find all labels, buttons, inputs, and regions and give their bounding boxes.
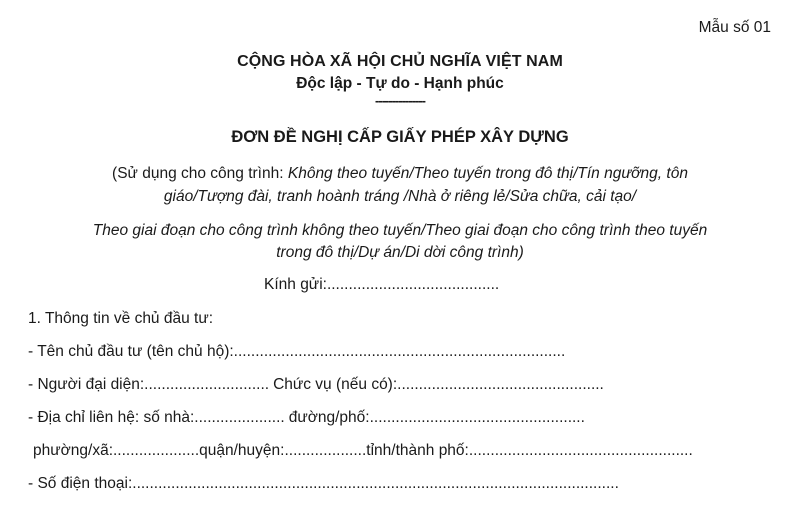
province-field[interactable]: tỉnh/thành phố:....................................................: [366, 442, 693, 459]
address-row: [28, 409, 585, 427]
usage-line-2-text: giáo/Tượng đài, tranh hoành tráng /Nhà ở riêng lẻ/Sửa chữa, cải tạo/: [163, 188, 637, 205]
national-motto: Độc lập - Tự do - Hạnh phúc: [296, 75, 504, 92]
national-title: CỘNG HÒA XÃ HỘI CHỦ NGHĨA VIỆT NAM: [237, 53, 563, 70]
district-field[interactable]: quận/huyện:...................: [199, 442, 367, 459]
position-field[interactable]: Chức vụ (nếu có):................................................: [273, 376, 604, 393]
representative-row: [28, 376, 604, 394]
usage-line-2: [0, 186, 800, 208]
street-field[interactable]: đường/phố:..................................................: [288, 409, 585, 426]
form-number: Mẫu số 01: [698, 19, 771, 36]
header-divider: ---------------: [375, 93, 425, 108]
usage-line-1-text: Không theo tuyến/Theo tuyến trong đô thị/Tín ngưỡng, tôn: [287, 165, 688, 182]
usage-line-4: [0, 242, 800, 264]
document-title: ĐƠN ĐỀ NGHỊ CẤP GIẤY PHÉP XÂY DỰNG: [231, 128, 569, 146]
usage-line-1: [0, 163, 800, 185]
locality-row: [33, 442, 693, 460]
phone-field[interactable]: - Số điện thoại:.................................................................................................................: [28, 475, 619, 492]
usage-line-4-text: trong đô thị/Dự án/Di dời công trình): [276, 244, 524, 261]
section-owner-info: 1. Thông tin về chủ đầu tư:: [28, 310, 214, 327]
house-number-field[interactable]: - Địa chỉ liên hệ: số nhà:.....................: [28, 409, 285, 426]
owner-name-field[interactable]: - Tên chủ đầu tư (tên chủ hộ):.............................................................................: [28, 343, 566, 360]
usage-line-3-text: Theo giai đoạn cho công trình không theo tuyến/Theo giai đoạn cho công trình theo tuyến: [92, 222, 708, 239]
representative-field[interactable]: - Người đại diện:.............................: [28, 376, 270, 393]
usage-prefix: (Sử dụng cho công trình:: [112, 165, 288, 182]
ward-field[interactable]: phường/xã:....................: [33, 442, 200, 459]
recipient-field[interactable]: Kính gửi:........................................: [264, 276, 500, 293]
usage-line-3: [0, 220, 800, 242]
